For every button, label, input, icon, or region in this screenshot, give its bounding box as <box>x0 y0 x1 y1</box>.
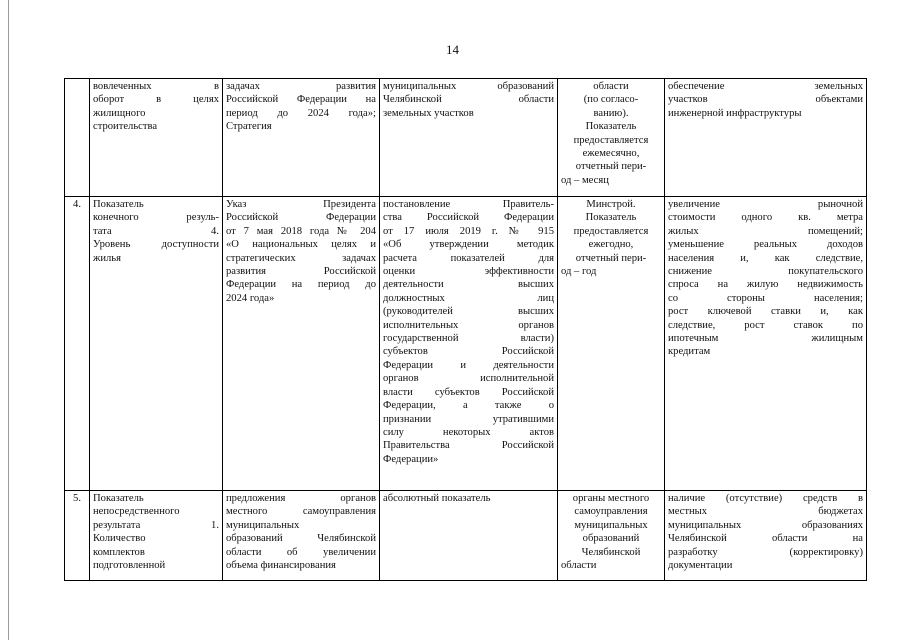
cell-text-line: местных бюджетах <box>668 506 863 518</box>
cell-text-line: предоставляется <box>573 225 649 237</box>
cell-text-line: следствие, рост ставок по <box>668 319 863 331</box>
table-row <box>65 197 867 491</box>
cell-text-line: од – месяц <box>561 174 609 186</box>
cell-text-line: образований Челябинской <box>226 533 376 545</box>
indicators-table <box>64 78 867 581</box>
table-cell-col2 <box>223 197 380 491</box>
cell-text-line: муниципальных <box>226 519 300 531</box>
cell-text-line: «Об утверждении методик <box>383 239 554 251</box>
cell-text-line: отчетный пери- <box>575 252 647 264</box>
cell-text-line: задачах развития <box>226 81 376 92</box>
table-cell-col4 <box>558 491 665 581</box>
table-cell-col2 <box>223 491 380 581</box>
cell-text-line: Федерации, а также о <box>383 400 554 412</box>
cell-text-line: власти субъектов Российской <box>383 386 554 398</box>
cell-text-line: Уровень доступности <box>93 239 219 251</box>
cell-text-line: оценки эффективности <box>383 266 554 278</box>
cell-text-line: области <box>561 560 597 572</box>
page-number: 14 <box>446 42 459 57</box>
cell-text-line: уменьшение реальных доходов <box>668 239 863 251</box>
cell-text-line: непосредственного <box>93 506 180 518</box>
scan-margin-line <box>8 0 9 640</box>
cell-text-line: Минстрой. <box>586 199 636 210</box>
cell-text-line: тата 4. <box>93 225 219 237</box>
table-cell-col4 <box>558 197 665 491</box>
cell-text-line: ства Российской Федерации <box>383 212 554 224</box>
cell-text-line: ипотечным жилищным <box>668 333 863 345</box>
cell-text-line: Челябинской <box>581 546 641 558</box>
cell-text-line: наличие (отсутствие) средств в <box>668 493 863 504</box>
cell-text-line: спроса на жилую недвижимость <box>668 279 863 291</box>
table-cell-col1 <box>90 491 223 581</box>
table-row <box>65 491 867 581</box>
table-cell-col3 <box>380 79 558 197</box>
cell-text-line: самоуправления <box>574 506 648 518</box>
cell-text-line: снижение покупательского <box>668 266 863 278</box>
cell-text-line: жилых помещений; <box>668 225 863 237</box>
cell-text-line: жилья <box>93 252 121 264</box>
cell-text-line: участков объектами <box>668 94 863 106</box>
row-number: 5. <box>73 493 81 504</box>
cell-text-line: результата 1. <box>93 519 219 531</box>
cell-text-line: 2024 года» <box>226 292 275 304</box>
cell-text-line: образований <box>582 533 640 545</box>
cell-text-line: жилищного <box>93 107 146 119</box>
cell-text-line: кредитам <box>668 346 711 358</box>
cell-text-line: Показатель <box>585 121 637 133</box>
cell-text-line: должностных лиц <box>383 292 554 304</box>
cell-text-line: (руководителей высших <box>383 306 554 318</box>
cell-text-line: ванию). <box>593 107 629 119</box>
cell-text-line: органы местного <box>572 493 650 504</box>
table-cell-col2 <box>223 79 380 197</box>
cell-text-line: период до 2024 года»; <box>226 107 376 119</box>
table-cell-col5 <box>665 491 867 581</box>
cell-text-line: населения и, как следствие, <box>668 252 863 264</box>
cell-text-line: конечного резуль- <box>93 212 219 224</box>
cell-text-line: Правительства Российской <box>383 440 554 452</box>
cell-text-line: вовлеченных в <box>93 81 219 92</box>
row-number-cell <box>65 491 90 581</box>
cell-text-line: Федерации и деятельности <box>383 359 554 371</box>
cell-text-line: субъектов Российской <box>383 346 554 358</box>
cell-text-line: комплектов <box>93 546 145 558</box>
cell-text-line: разработку (корректировку) <box>668 546 863 558</box>
cell-text-line: местного самоуправления <box>226 506 376 518</box>
cell-text-line: государственной власти) <box>383 333 554 345</box>
cell-text-line: постановление Правитель- <box>383 199 554 210</box>
cell-text-line: стратегических задачах <box>226 252 376 264</box>
cell-text-line: силу некоторых актов <box>383 426 554 438</box>
table-row <box>65 79 867 197</box>
cell-text-line: Стратегия <box>226 121 272 133</box>
cell-text-line: со стороны населения; <box>668 292 863 304</box>
cell-text-line: ежемесячно, <box>582 148 640 160</box>
cell-text-line: Указ Президента <box>226 199 376 210</box>
cell-text-line: рост ключевой ставки и, как <box>668 306 863 318</box>
cell-text-line: расчета показателей для <box>383 252 554 264</box>
cell-text-line: Челябинской области <box>383 94 554 106</box>
cell-text-line: «О национальных целях и <box>226 239 376 251</box>
cell-text-line: увеличение рыночной <box>668 199 863 210</box>
cell-text-line: ежегодно, <box>588 239 634 251</box>
row-number: 4. <box>73 199 81 210</box>
cell-text-line: муниципальных <box>574 519 648 531</box>
table-cell-col4 <box>558 79 665 197</box>
cell-text-line: от 17 июля 2019 г. № 915 <box>383 225 554 237</box>
cell-text-line: исполнительных органов <box>383 319 554 331</box>
cell-text-line: Федерации» <box>383 453 439 465</box>
cell-text-line: Показатель <box>93 199 144 210</box>
cell-text-line: Челябинской области на <box>668 533 863 545</box>
cell-text-line: Показатель <box>585 212 637 224</box>
cell-text-line: отчетный пери- <box>575 161 647 173</box>
cell-text-line: абсолютный показатель <box>383 493 491 504</box>
cell-text-line: обеспечение земельных <box>668 81 863 92</box>
cell-text-line: Российской Федерации <box>226 212 376 224</box>
cell-text-line: деятельности высших <box>383 279 554 291</box>
cell-text-line: области об увеличении <box>226 546 376 558</box>
cell-text-line: (по согласо- <box>583 94 639 106</box>
table-cell-col1 <box>90 79 223 197</box>
cell-text-line: муниципальных образований <box>383 81 554 92</box>
cell-text-line: земельных участков <box>383 107 474 119</box>
cell-text-line: од – год <box>561 266 597 278</box>
table-cell-col5 <box>665 79 867 197</box>
cell-text-line: муниципальных образованиях <box>668 519 863 531</box>
table-cell-col3 <box>380 197 558 491</box>
cell-text-line: подготовленной <box>93 560 166 572</box>
cell-text-line: объема финансирования <box>226 560 336 572</box>
row-number-cell <box>65 79 90 197</box>
cell-text-line: области <box>593 81 629 92</box>
cell-text-line: Количество <box>93 533 146 545</box>
cell-text-line: стоимости одного кв. метра <box>668 212 863 224</box>
cell-text-line: документации <box>668 560 733 572</box>
table-cell-col1 <box>90 197 223 491</box>
row-number-cell <box>65 197 90 491</box>
table-cell-col5 <box>665 197 867 491</box>
cell-text-line: признании утратившими <box>383 413 554 425</box>
cell-text-line: предоставляется <box>573 134 649 146</box>
cell-text-line: органов исполнительной <box>383 373 554 385</box>
cell-text-line: Показатель <box>93 493 144 504</box>
cell-text-line: оборот в целях <box>93 94 219 106</box>
cell-text-line: Российской Федерации на <box>226 94 376 106</box>
cell-text-line: от 7 мая 2018 года № 204 <box>226 225 376 237</box>
cell-text-line: строительства <box>93 121 158 133</box>
cell-text-line: Федерации на период до <box>226 279 376 291</box>
cell-text-line: развития Российской <box>226 266 376 278</box>
cell-text-line: инженерной инфраструктуры <box>668 107 802 119</box>
table-cell-col3 <box>380 491 558 581</box>
cell-text-line: предложения органов <box>226 493 376 504</box>
